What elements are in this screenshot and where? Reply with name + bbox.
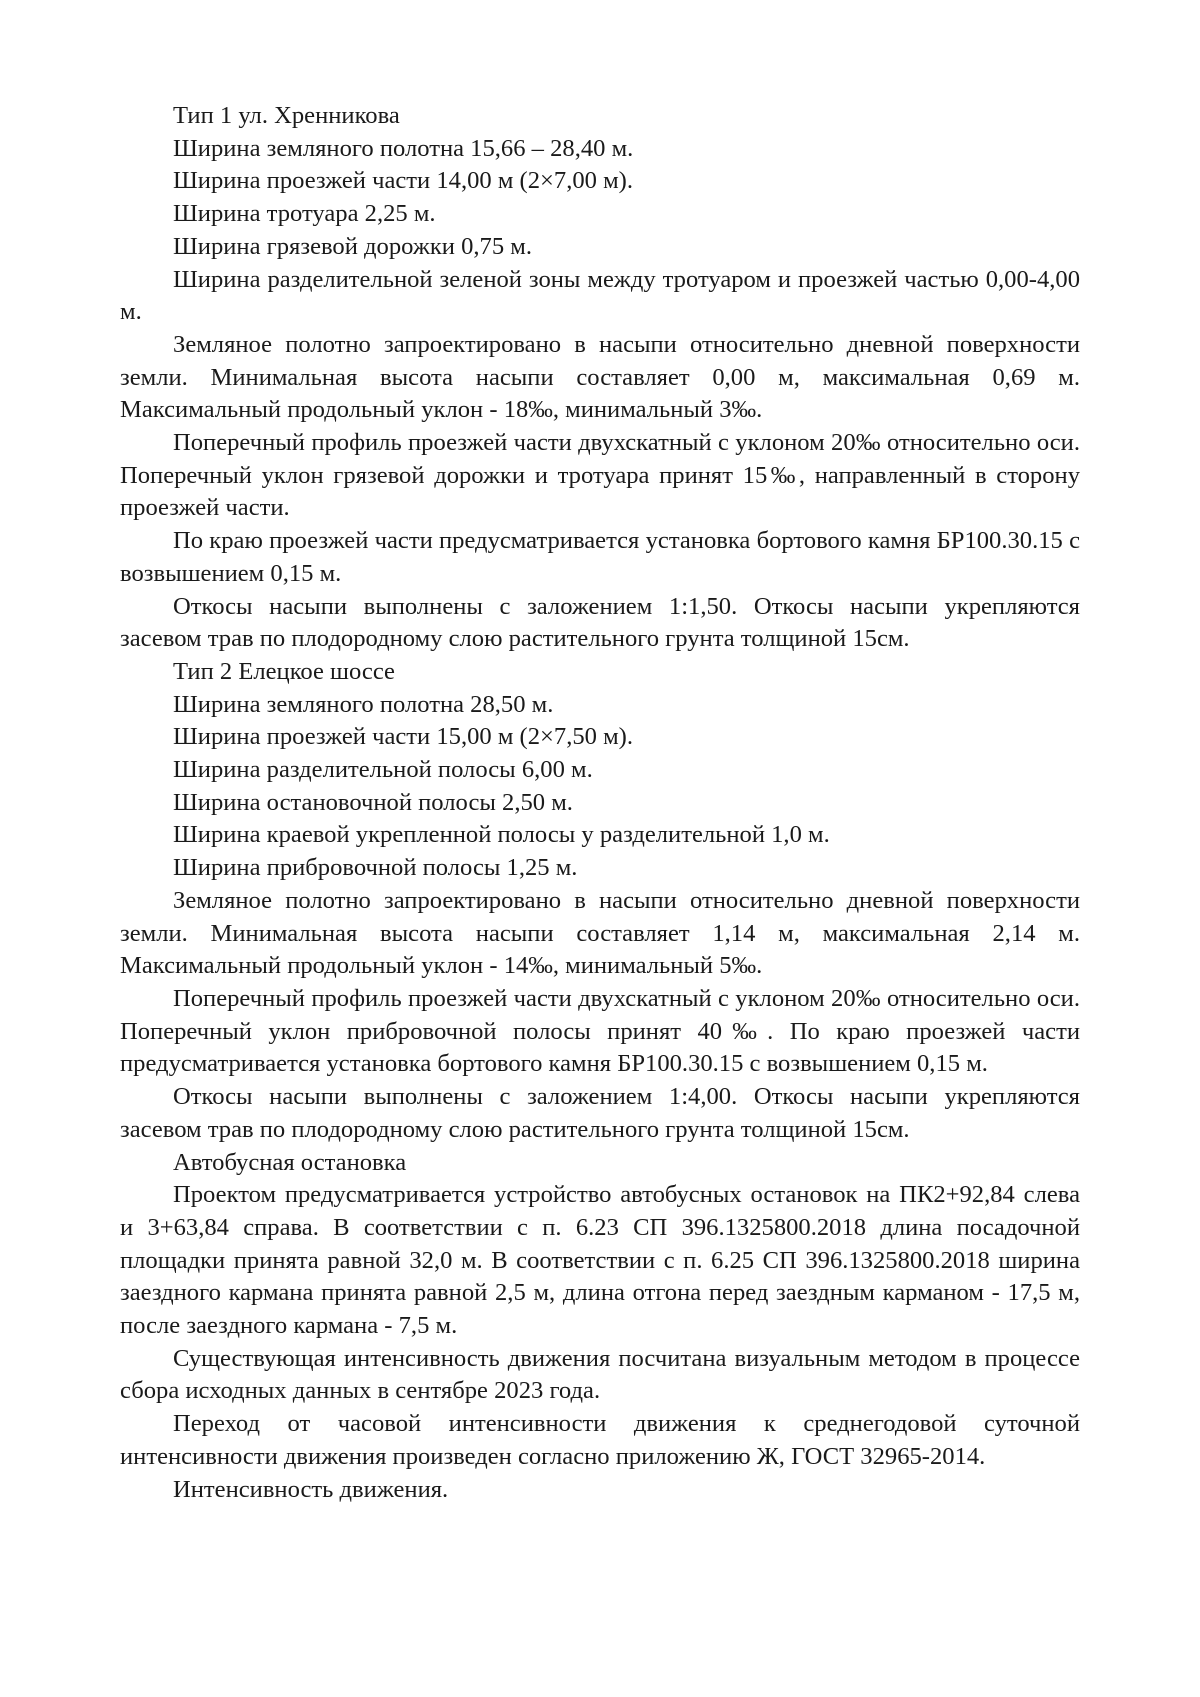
paragraph-traffic-intensity-title: Интенсивность движения. (173, 1475, 449, 1503)
section-heading-bus-stop: Автобусная остановка (173, 1148, 407, 1176)
paragraph-slopes-type-1: Откосы насыпи выполнены с заложением 1:1,50. Откосы насыпи укрепляются засевом трав по плодородному слою растительного грунта толщиной 15см. (120, 592, 1080, 653)
paragraph-curb-stone-type-1: По краю проезжей части предусматривается установка бортового камня БР100.30.15 с возвышением 0,15 м. (120, 527, 1080, 587)
paragraph-traffic-intensity-conversion: Переход от часовой интенсивности движения к среднегодовой суточной интенсивности движения произведен согласно приложению Ж, ГОСТ 32965-2014. (120, 1410, 1080, 1470)
paragraph-subgrade-width-type-1: Ширина земляного полотна 15,66 – 28,40 м. (173, 134, 634, 162)
paragraph-carriageway-width-type-2: Ширина проезжей части 15,00 м (2×7,50 м). (173, 723, 633, 751)
document-body (120, 100, 1080, 1506)
paragraph-green-zone-width: Ширина разделительной зеленой зоны между тротуаром и проезжей частью 0,00-4,00 м. (120, 265, 1080, 326)
paragraph-stopping-lane-width: Ширина остановочной полосы 2,50 м. (173, 788, 573, 816)
paragraph-slopes-type-2: Откосы насыпи выполнены с заложением 1:4,00. Откосы насыпи укрепляются засевом трав по плодородному слою растительного грунта толщиной 15см. (120, 1083, 1080, 1143)
paragraph-sidewalk-width: Ширина тротуара 2,25 м. (173, 200, 436, 228)
paragraph-cross-profile-type-1: Поперечный профиль проезжей части двухскатный с уклоном 20‰ относительно оси. Поперечный уклон грязевой дорожки и тротуара принят 15‰, направленный в сторону проезжей части. (120, 429, 1080, 522)
section-heading-type-2: Тип 2 Елецкое шоссе (173, 657, 395, 685)
paragraph-shoulder-strip-width: Ширина прибровочной полосы 1,25 м. (173, 854, 578, 882)
paragraph-traffic-intensity-survey: Существующая интенсивность движения посчитана визуальным методом в процессе сбора исходных данных в сентябре 2023 года. (120, 1344, 1080, 1405)
paragraph-subgrade-width-type-2: Ширина земляного полотна 28,50 м. (173, 690, 554, 718)
paragraph-carriageway-width-type-1: Ширина проезжей части 14,00 м (2×7,00 м). (173, 167, 633, 195)
paragraph-median-width: Ширина разделительной полосы 6,00 м. (173, 756, 593, 784)
paragraph-bus-stop-design: Проектом предусматривается устройство автобусных остановок на ПК2+92,84 слева и 3+63,84 справа. В соответствии с п. 6.23 СП 396.1325800.2018 длина посадочной площадки принята равной 32,0 м. В соответствии с п. 6.25 СП 396.1325800.2018 ширина заездного кармана принята равной 2,5 м, длина отгона перед заездным карманом - 17,5 м, после заездного кармана - 7,5 м. (120, 1181, 1080, 1340)
section-heading-type-1: Тип 1 ул. Хренникова (173, 102, 400, 129)
paragraph-embankment-type-2: Земляное полотно запроектировано в насыпи относительно дневной поверхности земли. Минимальная высота насыпи составляет 1,14 м, максимальная 2,14 м. Максимальный продольный уклон - 14‰, минимальный 5‰. (120, 886, 1080, 980)
paragraph-edge-strip-width: Ширина краевой укрепленной полосы у разделительной 1,0 м. (173, 821, 830, 849)
paragraph-embankment-type-1: Земляное полотно запроектировано в насыпи относительно дневной поверхности земли. Минимальная высота насыпи составляет 0,00 м, максимальная 0,69 м. Максимальный продольный уклон - 18‰, минимальный 3‰. (120, 330, 1080, 424)
paragraph-cross-profile-type-2: Поперечный профиль проезжей части двухскатный с уклоном 20‰ относительно оси. Поперечный уклон прибровочной полосы принят 40‰. По краю проезжей части предусматривается установка бортового камня БР100.30.15 с возвышением 0,15 м. (120, 984, 1080, 1078)
paragraph-mud-path-width: Ширина грязевой дорожки 0,75 м. (173, 232, 532, 260)
